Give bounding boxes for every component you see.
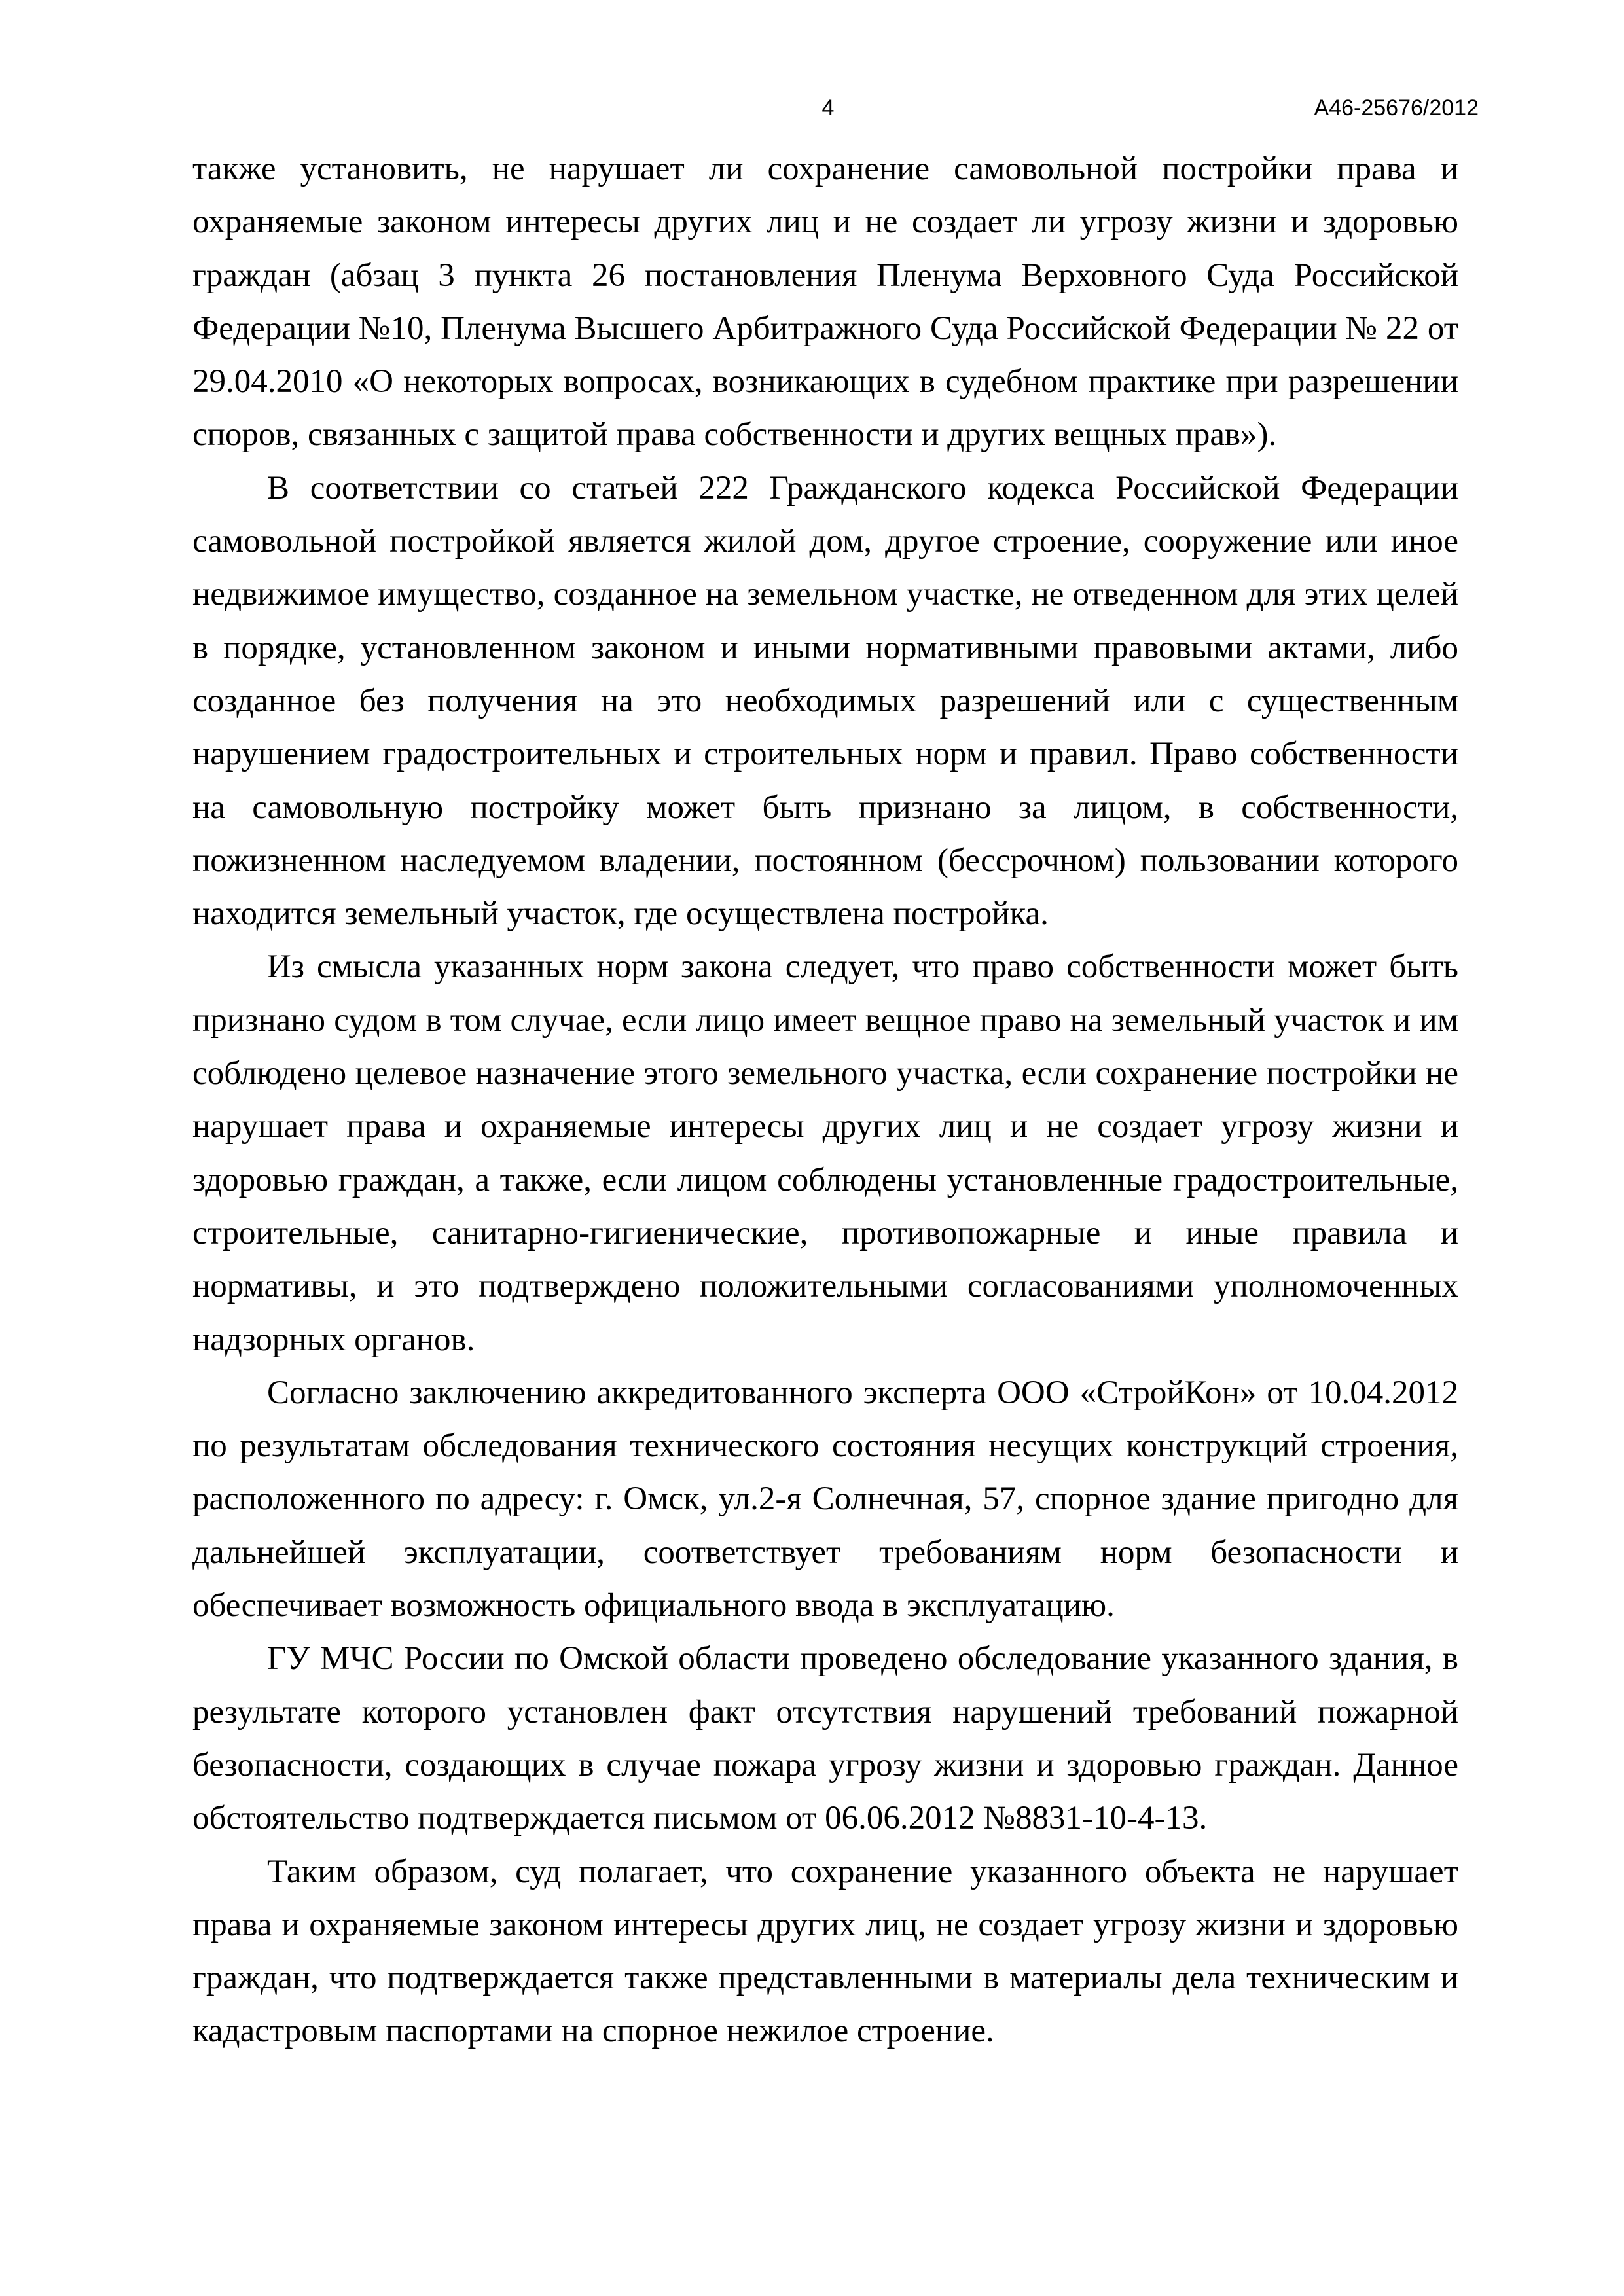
paragraph-article-222: В соответствии со статьей 222 Гражданского кодекса Российской Федерации самовольной постройкой является жилой дом, другое строение, сооружение или иное недвижимое имущество, созданное на земельном участке, не отведенном для этих целей в порядке, установленном законом и иными нормативными правовыми актами, либо созданное без получения на это необходимых разрешений или с существенным нарушением градостроительных и строительных норм и правил. Право собственности на самовольную постройку может быть признано за лицом, в собственности, пожизненном наследуемом владении, постоянном (бессрочном) пользовании которого находится земельный участок, где осуществлена постройка.	[192, 469, 1458, 933]
paragraph-expert-conclusion: Согласно заключению аккредитованного эксперта ООО «СтройКон» от 10.04.2012 по результатам обследования технического состояния несущих конструкций строения, расположенного по адресу: г. Омск, ул.2-я Солнечная, 57, спорное здание пригодно для дальнейшей эксплуатации, соответствует требованиям норм безопасности и обеспечивает возможность официального ввода в эксплуатацию.	[192, 1374, 1458, 1624]
document-body	[192, 143, 1458, 2058]
case-number: А46-25676/2012	[1314, 96, 1479, 120]
page-number: 4	[821, 96, 835, 120]
paragraph-legal-interpretation: Из смысла указанных норм закона следует, что право собственности может быть признано судом в том случае, если лицо имеет вещное право на земельный участок и им соблюдено целевое назначение этого земельного участка, если сохранение постройки не нарушает права и охраняемые интересы других лиц и не создает угрозу жизни и здоровью граждан, а также, если лицом соблюдены установленные градостроительные, строительные, санитарно-гигиенические, противопожарные и иные правила и нормативы, и это подтверждено положительными согласованиями уполномоченных надзорных органов.	[192, 948, 1458, 1358]
paragraph-continuation: также установить, не нарушает ли сохранение самовольной постройки права и охраняемые законом интересы других лиц и не создает ли угрозу жизни и здоровью граждан (абзац 3 пункта 26 постановления Пленума Верховного Суда Российской Федерации №10, Пленума Высшего Арбитражного Суда Российской Федерации № 22 от 29.04.2010 «О некоторых вопросах, возникающих в судебном практике при разрешении споров, связанных с защитой права собственности и других вещных прав»).	[192, 151, 1458, 454]
paragraph-fire-safety: ГУ МЧС России по Омской области проведено обследование указанного здания, в результате которого установлен факт отсутствия нарушений требований пожарной безопасности, создающих в случае пожара угрозу жизни и здоровью граждан. Данное обстоятельство подтверждается письмом от 06.06.2012 №8831-10-4-13.	[192, 1640, 1458, 1837]
paragraph-court-conclusion: Таким образом, суд полагает, что сохранение указанного объекта не нарушает права и охраняемые законом интересы других лиц, не создает угрозу жизни и здоровью граждан, что подтверждается также представленными в материалы дела техническим и кадастровым паспортами на спорное нежилое строение.	[192, 1853, 1458, 2050]
